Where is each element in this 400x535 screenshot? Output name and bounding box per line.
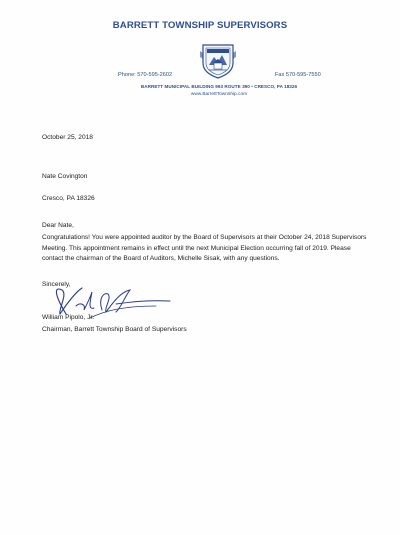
recipient-city: Cresco, PA 18326 <box>42 195 95 202</box>
letter-body-line: Congratulations! You were appointed auditor by the Board of Supervisors at their October 24, 2018 Supervisors <box>42 234 367 241</box>
letter-body-line: contact the chairman of the Board of Auditors, Michelle Sisak, with any questions. <box>42 255 280 263</box>
township-seal-icon <box>200 41 236 79</box>
letterhead-website: www.BarrettTownship.com <box>190 92 248 97</box>
letterhead-title: BARRETT TOWNSHIP SUPERVISORS <box>112 20 288 31</box>
signer-title: Chairman, Barrett Township Board of Supervisors <box>42 326 187 333</box>
letter-date: October 25, 2018 <box>42 134 93 141</box>
letter-body <box>42 233 367 265</box>
letter-closing: Sincerely, <box>42 281 71 288</box>
signer-name: William Pipolo, Jr. <box>42 314 95 321</box>
recipient-name: Nate Covington <box>42 173 88 180</box>
letterhead-fax: Fax 570-595-7550 <box>275 72 321 78</box>
letterhead-phone: Phone: 570-595-2602 <box>118 72 173 78</box>
letterhead-address: BARRETT MUNICIPAL BUILDING 993 ROUTE 390 • CRESCO, PA 18326 <box>140 84 298 89</box>
salutation: Dear Nate, <box>42 222 74 229</box>
letter-body-line: Meeting. This appointment remains in effect until the next Municipal Election occurring fall of 2019. Please <box>42 244 351 252</box>
